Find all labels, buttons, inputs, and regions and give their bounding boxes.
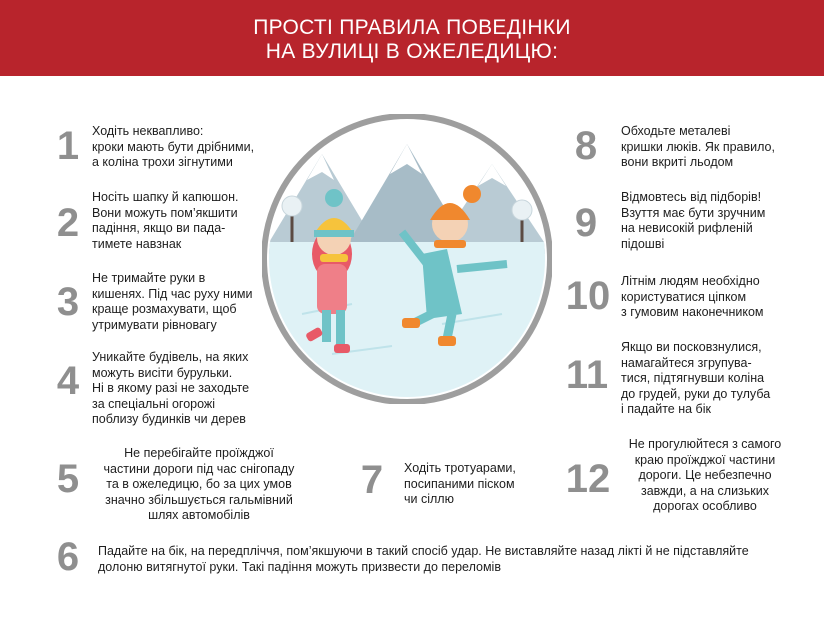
rule-9-text: Відмовтесь від підборів! Взуття має бути зручним на невисокій рифленій підошві (621, 190, 766, 251)
rule-2-text: Носіть шапку й капюшон. Вони можуть пом’якшити падіння, якщо ви пада- тимете навзнак (92, 190, 239, 251)
rule-10-text: Літнім людям необхідно користуватися ціпком з гумовим наконечником (621, 274, 764, 319)
rule-7-number: 7 (360, 458, 384, 502)
rule-12-number: 12 (565, 457, 611, 501)
rule-9-number: 9 (574, 201, 598, 245)
rule-6-number: 6 (56, 535, 80, 579)
rule-11-number: 11 (565, 353, 609, 397)
rule-5-text: Не перебігайте проїжджої частини дороги під час снігопаду та в ожеледицю, бо за цих умов значно збільшується гальмівний шлях автомобілів (103, 446, 295, 522)
rule-8-text: Обходьте металеві кришки люків. Як правило, вони вкриті льодом (621, 124, 775, 169)
rule-4-number: 4 (56, 359, 80, 403)
rule-1-number: 1 (56, 124, 80, 168)
rule-3-number: 3 (56, 280, 80, 324)
rule-10-number: 10 (565, 274, 611, 318)
rule-5-number: 5 (56, 457, 80, 501)
rule-11-text: Якщо ви посковзнулися, намагайтеся згрупува- тися, підтягнувши коліна до грудей, руки до тулуба і падайте на бік (621, 340, 771, 416)
rule-7-text: Ходіть тротуарами, посипаними піском чи сіллю (404, 461, 516, 506)
rule-1-text: Ходіть неквапливо: кроки мають бути дрібними, а коліна трохи зігнутими (92, 124, 255, 169)
rule-8-number: 8 (574, 124, 598, 168)
page-title: ПРОСТІ ПРАВИЛА ПОВЕДІНКИ НА ВУЛИЦІ В ОЖЕЛЕДИЦЮ: (253, 16, 571, 63)
ice-illustration (262, 114, 552, 404)
rule-4-text: Уникайте будівель, на яких можуть висіти бурульки. Ні в якому разі не заходьте за спеціальні огорожі поблизу будинків чи дерев (92, 350, 250, 426)
rule-12-text: Не прогулюйтеся з самого краю проїжджої частини дороги. Це небезпечно завжди, а на слизьких дорогах особливо (628, 437, 782, 513)
rule-2-number: 2 (56, 201, 80, 245)
rule-6-text: Падайте на бік, на передпліччя, пом’якшуючи в такий спосіб удар. Не виставляйте назад лікті й не підставляйте долоню витягнутої руки. Такі падіння можуть призвести до переломів (98, 544, 749, 574)
rule-3-text: Не тримайте руки в кишенях. Під час руху ними краще розмахувати, щоб утримувати рівновагу (92, 271, 253, 332)
